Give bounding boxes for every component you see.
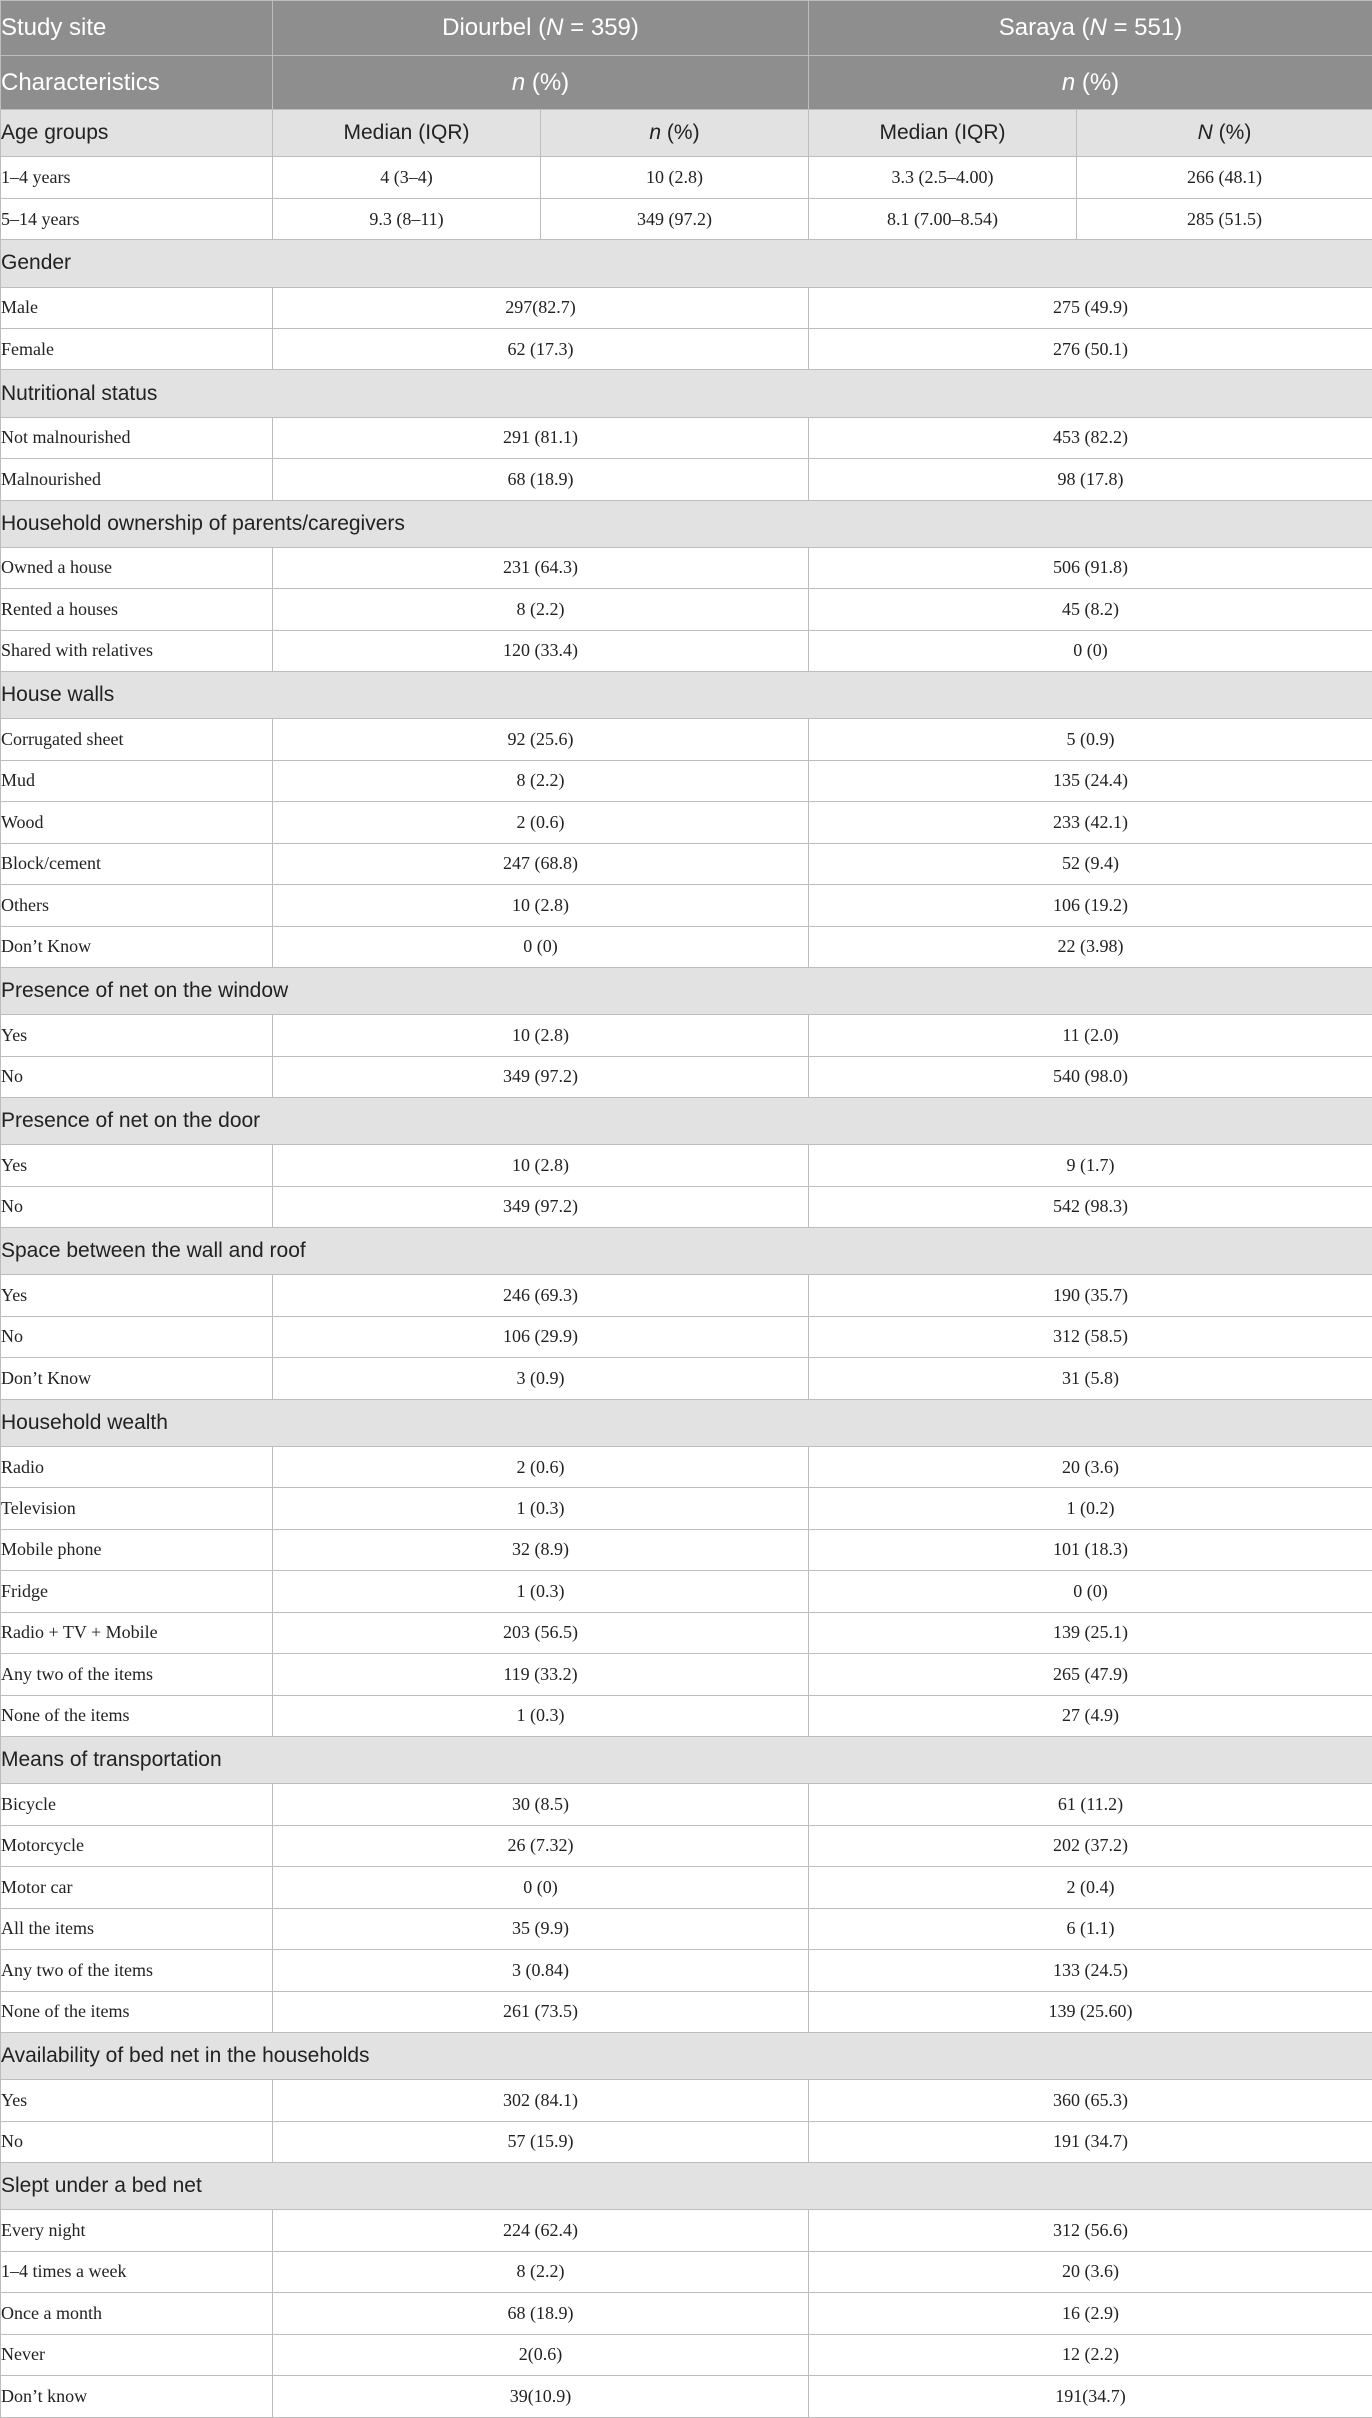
saraya-value: 12 (2.2)	[809, 2334, 1372, 2375]
saraya-value: 133 (24.5)	[809, 1950, 1372, 1991]
table-row	[1, 2334, 1372, 2375]
saraya-value: 0 (0)	[809, 630, 1372, 671]
row-label: No	[1, 1056, 273, 1097]
diourbel-value: 10 (2.8)	[273, 1015, 809, 1056]
row-label: None of the items	[1, 1695, 273, 1736]
saraya-value: 542 (98.3)	[809, 1186, 1372, 1227]
diourbel-value: 106 (29.9)	[273, 1316, 809, 1357]
table-row	[1, 802, 1372, 843]
saraya-n-header: N (%)	[1077, 110, 1372, 157]
saraya-median: 3.3 (2.5–4.00)	[809, 157, 1077, 198]
saraya-value: 202 (37.2)	[809, 1825, 1372, 1866]
section-title: Nutritional status	[1, 370, 1372, 417]
section-header-row	[1, 1098, 1372, 1145]
row-label: Corrugated sheet	[1, 719, 273, 760]
diourbel-value: 2 (0.6)	[273, 802, 809, 843]
row-label: Yes	[1, 1145, 273, 1186]
diourbel-value: 261 (73.5)	[273, 1991, 809, 2032]
diourbel-value: 92 (25.6)	[273, 719, 809, 760]
saraya-value: 139 (25.1)	[809, 1612, 1372, 1653]
table-row	[1, 2080, 1372, 2121]
diourbel-value: 1 (0.3)	[273, 1695, 809, 1736]
row-label: Don’t Know	[1, 926, 273, 967]
table-row	[1, 287, 1372, 328]
row-label: No	[1, 1186, 273, 1227]
row-label: 1–4 years	[1, 157, 273, 198]
diourbel-value: 68 (18.9)	[273, 459, 809, 500]
row-label: Once a month	[1, 2293, 273, 2334]
table-row	[1, 1358, 1372, 1399]
table-row	[1, 843, 1372, 884]
row-label: Male	[1, 287, 273, 328]
row-label: Yes	[1, 1015, 273, 1056]
diourbel-value: 291 (81.1)	[273, 417, 809, 458]
saraya-value: 0 (0)	[809, 1571, 1372, 1612]
section-header-row	[1, 2163, 1372, 2210]
row-label: Block/cement	[1, 843, 273, 884]
section-header-row	[1, 240, 1372, 287]
saraya-value: 5 (0.9)	[809, 719, 1372, 760]
site-diourbel-header: Diourbel (N = 359)	[273, 1, 809, 56]
table-row	[1, 589, 1372, 630]
saraya-value: 101 (18.3)	[809, 1529, 1372, 1570]
age-groups-header-row	[1, 110, 1372, 157]
diourbel-value: 1 (0.3)	[273, 1488, 809, 1529]
section-header-row	[1, 672, 1372, 719]
row-label: Motorcycle	[1, 1825, 273, 1866]
section-header-row	[1, 2033, 1372, 2080]
table-row	[1, 1316, 1372, 1357]
table-row	[1, 1056, 1372, 1097]
row-label: Radio + TV + Mobile	[1, 1612, 273, 1653]
section-title: Means of transportation	[1, 1737, 1372, 1784]
section-title: Availability of bed net in the households	[1, 2033, 1372, 2080]
section-title: Presence of net on the door	[1, 1098, 1372, 1145]
row-label: Wood	[1, 802, 273, 843]
section-title: Household wealth	[1, 1399, 1372, 1446]
table-row	[1, 1654, 1372, 1695]
table-row	[1, 2121, 1372, 2162]
table-row	[1, 1186, 1372, 1227]
diourbel-value: 224 (62.4)	[273, 2210, 809, 2251]
section-title: Gender	[1, 240, 1372, 287]
saraya-value: 9 (1.7)	[809, 1145, 1372, 1186]
diourbel-value: 32 (8.9)	[273, 1529, 809, 1570]
saraya-n: 266 (48.1)	[1077, 157, 1372, 198]
diourbel-median-header: Median (IQR)	[273, 110, 541, 157]
saraya-value: 31 (5.8)	[809, 1358, 1372, 1399]
diourbel-value: 302 (84.1)	[273, 2080, 809, 2121]
table-row	[1, 1991, 1372, 2032]
table-row	[1, 1446, 1372, 1487]
diourbel-value: 8 (2.2)	[273, 2251, 809, 2292]
table-row	[1, 417, 1372, 458]
table-row	[1, 760, 1372, 801]
diourbel-n: 349 (97.2)	[541, 198, 809, 239]
row-label: No	[1, 2121, 273, 2162]
row-label: All the items	[1, 1908, 273, 1949]
row-label: Motor car	[1, 1867, 273, 1908]
saraya-value: 45 (8.2)	[809, 589, 1372, 630]
table-body	[1, 1, 1372, 2418]
table-row	[1, 2376, 1372, 2418]
row-label: None of the items	[1, 1991, 273, 2032]
saraya-value: 312 (56.6)	[809, 2210, 1372, 2251]
row-label: Owned a house	[1, 547, 273, 588]
diourbel-value: 246 (69.3)	[273, 1275, 809, 1316]
age-groups-title: Age groups	[1, 110, 273, 157]
section-title: Presence of net on the window	[1, 968, 1372, 1015]
row-label: Fridge	[1, 1571, 273, 1612]
row-label: Yes	[1, 2080, 273, 2121]
saraya-value: 139 (25.60)	[809, 1991, 1372, 2032]
section-header-row	[1, 370, 1372, 417]
diourbel-value: 349 (97.2)	[273, 1186, 809, 1227]
row-label: Female	[1, 329, 273, 370]
row-label: Don’t Know	[1, 1358, 273, 1399]
saraya-value: 16 (2.9)	[809, 2293, 1372, 2334]
diourbel-value: 62 (17.3)	[273, 329, 809, 370]
table-row	[1, 1488, 1372, 1529]
section-title: Slept under a bed net	[1, 2163, 1372, 2210]
saraya-value: 20 (3.6)	[809, 2251, 1372, 2292]
row-label: Don’t know	[1, 2376, 273, 2418]
diourbel-value: 39(10.9)	[273, 2376, 809, 2418]
saraya-value: 135 (24.4)	[809, 760, 1372, 801]
saraya-value: 265 (47.9)	[809, 1654, 1372, 1695]
saraya-value: 22 (3.98)	[809, 926, 1372, 967]
row-label: Bicycle	[1, 1784, 273, 1825]
table-row	[1, 2251, 1372, 2292]
saraya-value: 6 (1.1)	[809, 1908, 1372, 1949]
table-row	[1, 1825, 1372, 1866]
saraya-value: 11 (2.0)	[809, 1015, 1372, 1056]
diourbel-value: 1 (0.3)	[273, 1571, 809, 1612]
section-title: Space between the wall and roof	[1, 1228, 1372, 1275]
table-row	[1, 885, 1372, 926]
table-row	[1, 719, 1372, 760]
diourbel-value: 119 (33.2)	[273, 1654, 809, 1695]
table-row	[1, 1908, 1372, 1949]
saraya-value: 312 (58.5)	[809, 1316, 1372, 1357]
diourbel-value: 10 (2.8)	[273, 885, 809, 926]
study-site-label: Study site	[1, 1, 273, 56]
saraya-value: 106 (19.2)	[809, 885, 1372, 926]
row-label: Rented a houses	[1, 589, 273, 630]
section-header-row	[1, 500, 1372, 547]
site-saraya-header: Saraya (N = 551)	[809, 1, 1372, 56]
saraya-value: 98 (17.8)	[809, 459, 1372, 500]
diourbel-value: 8 (2.2)	[273, 589, 809, 630]
row-label: Yes	[1, 1275, 273, 1316]
table-row	[1, 329, 1372, 370]
row-label: Never	[1, 2334, 273, 2375]
diourbel-value: 10 (2.8)	[273, 1145, 809, 1186]
saraya-value: 453 (82.2)	[809, 417, 1372, 458]
table-row	[1, 1950, 1372, 1991]
saraya-value: 61 (11.2)	[809, 1784, 1372, 1825]
table-row	[1, 1015, 1372, 1056]
table-row	[1, 459, 1372, 500]
diourbel-n: 10 (2.8)	[541, 157, 809, 198]
saraya-median-header: Median (IQR)	[809, 110, 1077, 157]
diourbel-n-header: n (%)	[541, 110, 809, 157]
diourbel-value: 35 (9.9)	[273, 1908, 809, 1949]
row-label: Mobile phone	[1, 1529, 273, 1570]
diourbel-value: 120 (33.4)	[273, 630, 809, 671]
row-label: No	[1, 1316, 273, 1357]
diourbel-value: 231 (64.3)	[273, 547, 809, 588]
diourbel-value: 349 (97.2)	[273, 1056, 809, 1097]
header-row-study-site	[1, 1, 1372, 56]
row-label: Television	[1, 1488, 273, 1529]
saraya-value: 191(34.7)	[809, 2376, 1372, 2418]
table-row	[1, 1867, 1372, 1908]
diourbel-median: 9.3 (8–11)	[273, 198, 541, 239]
diourbel-value: 3 (0.84)	[273, 1950, 809, 1991]
saraya-value: 1 (0.2)	[809, 1488, 1372, 1529]
section-header-row	[1, 1228, 1372, 1275]
diourbel-value: 2 (0.6)	[273, 1446, 809, 1487]
table-row	[1, 1612, 1372, 1653]
saraya-value: 2 (0.4)	[809, 1867, 1372, 1908]
saraya-n-pct-header: n (%)	[809, 55, 1372, 110]
saraya-value: 233 (42.1)	[809, 802, 1372, 843]
table-row	[1, 1784, 1372, 1825]
table-row	[1, 926, 1372, 967]
diourbel-value: 26 (7.32)	[273, 1825, 809, 1866]
section-header-row	[1, 968, 1372, 1015]
diourbel-value: 30 (8.5)	[273, 1784, 809, 1825]
row-label: Shared with relatives	[1, 630, 273, 671]
diourbel-value: 297(82.7)	[273, 287, 809, 328]
row-label: 1–4 times a week	[1, 2251, 273, 2292]
row-label: Any two of the items	[1, 1654, 273, 1695]
diourbel-value: 0 (0)	[273, 1867, 809, 1908]
section-title: Household ownership of parents/caregivers	[1, 500, 1372, 547]
saraya-median: 8.1 (7.00–8.54)	[809, 198, 1077, 239]
header-row-characteristics	[1, 55, 1372, 110]
characteristics-label: Characteristics	[1, 55, 273, 110]
table-row	[1, 630, 1372, 671]
table-row	[1, 1529, 1372, 1570]
saraya-value: 190 (35.7)	[809, 1275, 1372, 1316]
saraya-value: 506 (91.8)	[809, 547, 1372, 588]
table-row	[1, 547, 1372, 588]
saraya-n: 285 (51.5)	[1077, 198, 1372, 239]
diourbel-value: 68 (18.9)	[273, 2293, 809, 2334]
row-label: Mud	[1, 760, 273, 801]
diourbel-value: 247 (68.8)	[273, 843, 809, 884]
table-row	[1, 1571, 1372, 1612]
diourbel-value: 2(0.6)	[273, 2334, 809, 2375]
section-title: House walls	[1, 672, 1372, 719]
diourbel-median: 4 (3–4)	[273, 157, 541, 198]
saraya-value: 191 (34.7)	[809, 2121, 1372, 2162]
row-label: 5–14 years	[1, 198, 273, 239]
section-header-row	[1, 1737, 1372, 1784]
row-label: Not malnourished	[1, 417, 273, 458]
diourbel-value: 8 (2.2)	[273, 760, 809, 801]
saraya-value: 360 (65.3)	[809, 2080, 1372, 2121]
diourbel-value: 0 (0)	[273, 926, 809, 967]
saraya-value: 20 (3.6)	[809, 1446, 1372, 1487]
diourbel-value: 57 (15.9)	[273, 2121, 809, 2162]
age-row	[1, 198, 1372, 239]
table-row	[1, 2293, 1372, 2334]
saraya-value: 540 (98.0)	[809, 1056, 1372, 1097]
saraya-value: 27 (4.9)	[809, 1695, 1372, 1736]
row-label: Any two of the items	[1, 1950, 273, 1991]
row-label: Others	[1, 885, 273, 926]
diourbel-value: 3 (0.9)	[273, 1358, 809, 1399]
table-row	[1, 1275, 1372, 1316]
age-row	[1, 157, 1372, 198]
section-header-row	[1, 1399, 1372, 1446]
saraya-value: 52 (9.4)	[809, 843, 1372, 884]
diourbel-n-pct-header: n (%)	[273, 55, 809, 110]
saraya-value: 275 (49.9)	[809, 287, 1372, 328]
table-row	[1, 2210, 1372, 2251]
table-row	[1, 1695, 1372, 1736]
row-label: Every night	[1, 2210, 273, 2251]
row-label: Malnourished	[1, 459, 273, 500]
saraya-value: 276 (50.1)	[809, 329, 1372, 370]
diourbel-value: 203 (56.5)	[273, 1612, 809, 1653]
row-label: Radio	[1, 1446, 273, 1487]
table-row	[1, 1145, 1372, 1186]
